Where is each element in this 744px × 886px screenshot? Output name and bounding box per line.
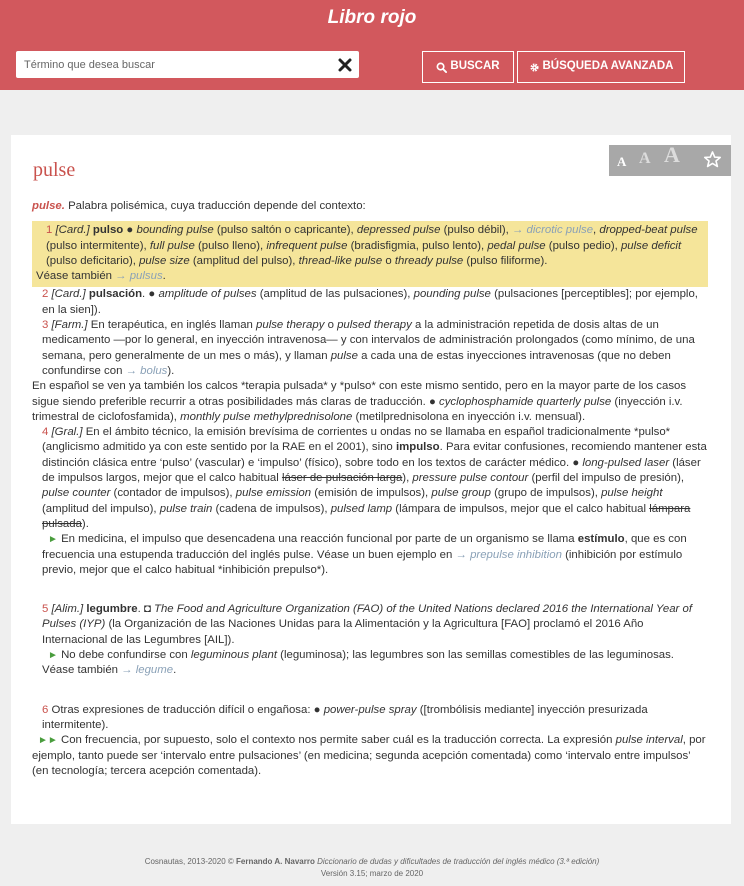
search-button[interactable] bbox=[422, 51, 514, 83]
ref-link[interactable]: → bolus bbox=[125, 364, 168, 377]
font-large-icon[interactable]: A bbox=[664, 142, 680, 167]
search-input[interactable] bbox=[16, 51, 334, 78]
clear-search-icon[interactable] bbox=[337, 57, 353, 73]
sense-4: 4 [Gral.] En el ámbito técnico, la emisión brevísima de corrientes u ondas no se llamaba en español tradicionalmente *pulso* (anglicismo admitido ya con este sentido por la RAE en el 2001), sino impulso. Para evitar confusiones, recomiendo mantener esta distinción clásica entre ‘pulso’ (vascular) e ‘impulso’ (físico), sobre todo en los textos de carácter médico. ● long-pulsed laser (láser de impulsos largos, mejor que el calco habitual láser de pulsación larga), pressure pulse contour (perfil del impulso de presión), pulse counter (contador de impulsos), pulse emission (emisión de impulsos), pulse group (grupo de impulsos), pulse height (amplitud del impulso), pulse train (cadena de impulsos), pulsed lamp (lámpara de impulsos, mejor que el calco habitual lámpara pulsada). ► En medicina, el impulso que desencadena una reacción funcional por parte de un organismo se llama estímulo, que es con frecuencia una estupenda traducción del inglés pulse. Véase un buen ejemplo en → prepulse inhibition (inhibición por estímulo previo, mejor que el calco habitual *inhibición prepulso*). bbox=[42, 426, 707, 576]
sense-6: 6 Otras expresiones de traducción difícil o engañosa: ● power-pulse spray ([trombólisis mediante] inyección presurizada intermitente). ►► Con frecuencia, por supuesto, solo el contexto nos permite saber cuál es la traducción correcta. La expresión pulse interval, por ejemplo, tanto puede ser ‘intervalo entre pulsaciones’ (en medicina; segunda acepción comentada) como ‘intervalo entre impulsos’ (en tecnología; tercera acepción comentada). bbox=[32, 703, 706, 777]
advanced-search-button[interactable] bbox=[517, 51, 685, 83]
ref-link[interactable]: → pulsus bbox=[115, 270, 163, 283]
sense-5: 5 [Alim.] legumbre. ◘ The Food and Agriculture Organization (FAO) of the United Nations declared 2016 the International Year of Pulses (IYP) (la Organización de las Naciones Unidas para la Alimentación y la Agricultura [FAO] proclamó el 2016 Año Internacional de las Legumbres [AIL]). ► No debe confundirse con leguminous plant (leguminosa); las legumbres son las semillas comestibles de las leguminosas. Véase también → legume. bbox=[42, 603, 692, 677]
sense-2: 2 [Card.] pulsación. ● amplitude of pulses (amplitud de las pulsaciones), pounding pulse (pulsaciones [perceptibles]; por ejemplo, en la sien]). bbox=[42, 288, 698, 316]
ref-link[interactable]: → prepulse inhibition bbox=[455, 548, 562, 561]
search-icon bbox=[436, 62, 447, 73]
font-medium-icon[interactable]: A bbox=[639, 150, 651, 167]
ref-link[interactable]: → legume bbox=[121, 664, 174, 677]
advanced-search-label: BÚSQUEDA AVANZADA bbox=[542, 60, 674, 73]
font-size-controls bbox=[609, 142, 731, 176]
font-small-icon[interactable]: A bbox=[617, 154, 627, 169]
entry-card bbox=[11, 135, 731, 824]
gear-icon bbox=[529, 62, 540, 73]
header bbox=[0, 0, 744, 90]
favorite-star-icon[interactable] bbox=[703, 150, 722, 169]
search-button-label: BUSCAR bbox=[450, 60, 500, 73]
entry-content bbox=[32, 199, 708, 779]
entry-intro: pulse. Palabra polisémica, cuya traducción depende del contexto: bbox=[32, 200, 366, 212]
note-triangle-icon: ► bbox=[48, 650, 58, 662]
note-double-triangle-icon: ►► bbox=[38, 735, 58, 747]
footer: Cosnautas, 2013-2020 © Fernando A. Navarro Diccionario de dudas y dificultades de traducción del inglés médico (3.ª edición) Versión 3.15; marzo de 2020 bbox=[144, 857, 600, 878]
entry-title: pulse bbox=[33, 159, 76, 181]
app-title: Libro rojo bbox=[327, 7, 417, 28]
sense-1: 1 [Card.] pulso ● bounding pulse (pulso saltón o capricante), depressed pulse (pulso débil), → dicrotic pulse, dropped-beat pulse (pulso intermitente), full pulse (pulso lleno), infrequent pulse (bradisfigmia, pulso lento), pedal pulse (pulso pedio), pulse deficit (pulso deficitario), pulse size (amplitud del pulso), thread-like pulse o thready pulse (pulso filiforme). Véase también → pulsus. bbox=[32, 221, 708, 287]
sense-3: 3 [Farm.] En terapéutica, en inglés llaman pulse therapy o pulsed therapy a la administración repetida de dosis altas de un medicamento —por lo general, en inyección intravenosa— y con intervalos de administración prolongados (como mínimo, de una semana, pero generalmente de un mes o más), y llaman pulse a cada una de estas inyecciones intravenosas (que no deben confundirse con → bolus). En español se ven ya también los calcos *terapia pulsada* y *pulso* con este mismo sentido, pero en la mayor parte de los casos sigue siendo preferible recurrir a otras posibilidades más claras de traducción. ● cyclophosphamide quarterly pulse (inyección i.v. trimestral de ciclofosfamida), monthly pulse methylprednisolone (metilprednisolona en inyección i.v. mensual). bbox=[32, 319, 695, 423]
ref-link[interactable]: → dicrotic pulse bbox=[512, 224, 594, 237]
search-box bbox=[16, 51, 359, 78]
note-triangle-icon: ► bbox=[48, 534, 58, 546]
